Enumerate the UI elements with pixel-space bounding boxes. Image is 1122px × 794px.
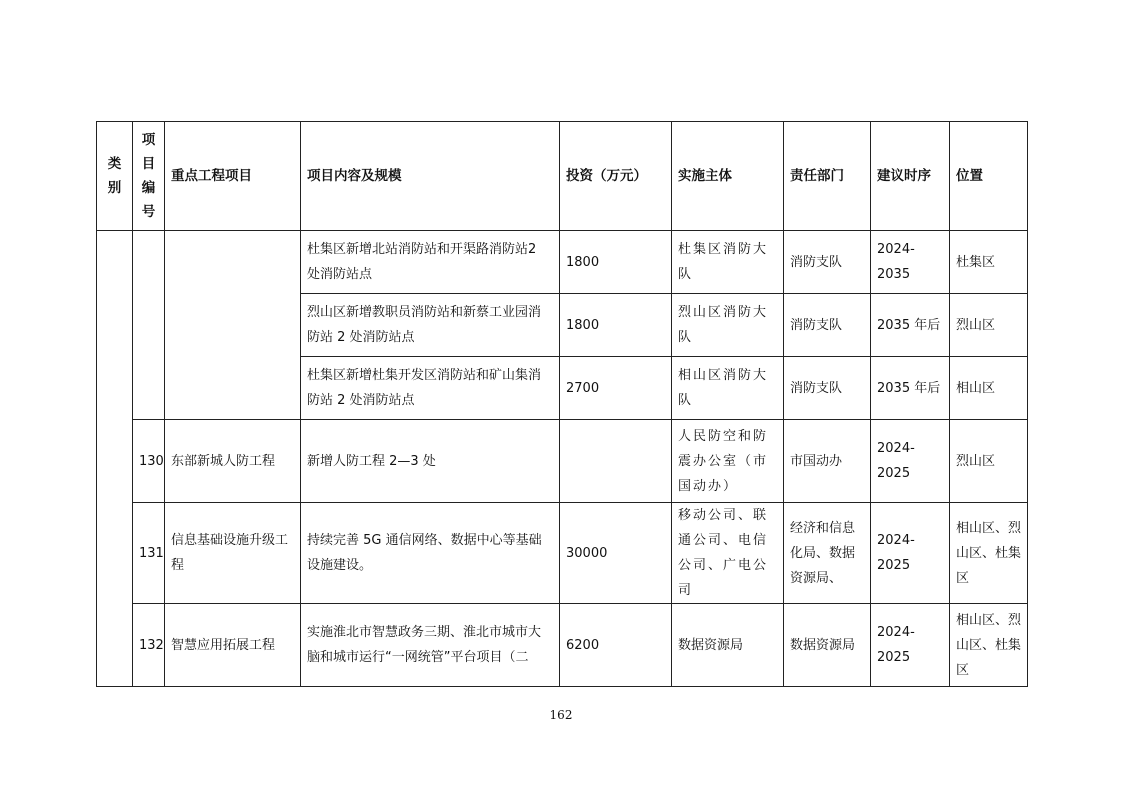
- implementer-cell: 杜集区消防大队: [672, 231, 784, 294]
- implementer-cell: 数据资源局: [672, 604, 784, 687]
- location-cell: 烈山区: [950, 294, 1028, 357]
- investment-cell: [560, 420, 672, 503]
- header-timeline: 建议时序: [871, 122, 950, 231]
- project-no-cell: 132: [133, 604, 165, 687]
- department-cell: 消防支队: [784, 357, 871, 420]
- page-number: 162: [549, 708, 573, 722]
- department-cell: 数据资源局: [784, 604, 871, 687]
- content-cell: 新增人防工程 2—3 处: [301, 420, 560, 503]
- location-cell: 相山区、烈山区、杜集区: [950, 503, 1028, 604]
- header-implementer: 实施主体: [672, 122, 784, 231]
- content-cell: 实施淮北市智慧政务三期、淮北市城市大脑和城市运行“一网统管”平台项目（二: [301, 604, 560, 687]
- implementer-cell: 移动公司、联通公司、电信公司、广电公司: [672, 503, 784, 604]
- category-cell: [97, 231, 133, 687]
- department-cell: 消防支队: [784, 294, 871, 357]
- location-cell: 烈山区: [950, 420, 1028, 503]
- header-investment: 投资（万元）: [560, 122, 672, 231]
- investment-cell: 2700: [560, 357, 672, 420]
- implementer-cell: 烈山区消防大队: [672, 294, 784, 357]
- investment-cell: 30000: [560, 503, 672, 604]
- content-cell: 烈山区新增教职员消防站和新蔡工业园消防站 2 处消防站点: [301, 294, 560, 357]
- table-row: [97, 503, 1028, 604]
- location-cell: 杜集区: [950, 231, 1028, 294]
- timeline-cell: 2035 年后: [871, 357, 950, 420]
- key-project-cell: 信息基础设施升级工程: [165, 503, 301, 604]
- table-row: [97, 420, 1028, 503]
- project-no-cell: [133, 231, 165, 420]
- implementer-cell: 人民防空和防震办公室（市国动办）: [672, 420, 784, 503]
- key-project-cell: 智慧应用拓展工程: [165, 604, 301, 687]
- timeline-cell: 2024-2025: [871, 420, 950, 503]
- content-cell: 杜集区新增杜集开发区消防站和矿山集消防站 2 处消防站点: [301, 357, 560, 420]
- key-project-cell: 东部新城人防工程: [165, 420, 301, 503]
- implementer-cell: 相山区消防大队: [672, 357, 784, 420]
- header-project-no: 项 目 编 号: [133, 122, 165, 231]
- investment-cell: 6200: [560, 604, 672, 687]
- header-row: [97, 122, 1028, 231]
- project-no-cell: 130: [133, 420, 165, 503]
- department-cell: 市国动办: [784, 420, 871, 503]
- project-table: [96, 121, 1028, 687]
- header-content: 项目内容及规模: [301, 122, 560, 231]
- table-row: [97, 604, 1028, 687]
- timeline-cell: 2035 年后: [871, 294, 950, 357]
- timeline-cell: 2024-2035: [871, 231, 950, 294]
- header-key-project: 重点工程项目: [165, 122, 301, 231]
- department-cell: 经济和信息化局、数据资源局、: [784, 503, 871, 604]
- department-cell: 消防支队: [784, 231, 871, 294]
- timeline-cell: 2024-2025: [871, 503, 950, 604]
- project-no-cell: 131: [133, 503, 165, 604]
- header-department: 责任部门: [784, 122, 871, 231]
- content-cell: 杜集区新增北站消防站和开渠路消防站2 处消防站点: [301, 231, 560, 294]
- header-location: 位置: [950, 122, 1028, 231]
- investment-cell: 1800: [560, 231, 672, 294]
- timeline-cell: 2024-2025: [871, 604, 950, 687]
- location-cell: 相山区: [950, 357, 1028, 420]
- key-project-cell: [165, 231, 301, 420]
- content-cell: 持续完善 5G 通信网络、数据中心等基础设施建设。: [301, 503, 560, 604]
- table-row: [97, 231, 1028, 294]
- investment-cell: 1800: [560, 294, 672, 357]
- header-category: 类 别: [97, 122, 133, 231]
- location-cell: 相山区、烈山区、杜集区: [950, 604, 1028, 687]
